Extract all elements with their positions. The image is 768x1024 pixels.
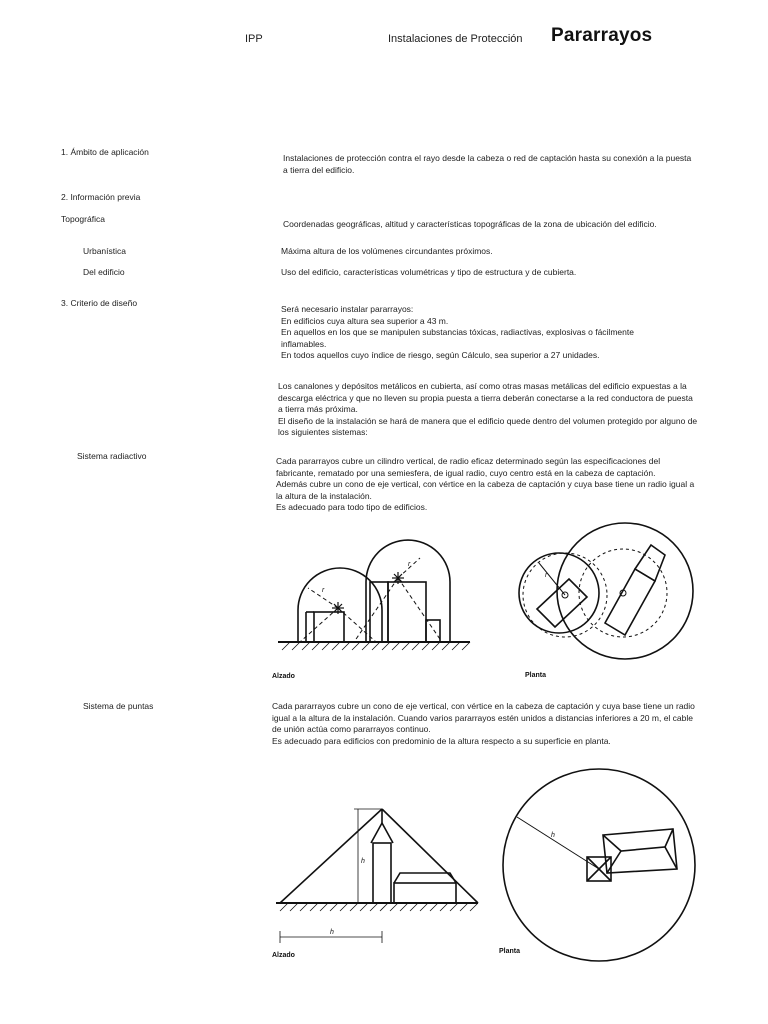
criterio-line-3: En aquellos en los que se manipulen substancias tóxicas, radiactivas, explosivas o fácilmente inflamables. bbox=[281, 327, 634, 349]
text-topografica: Coordenadas geográficas, altitud y características topográficas de la zona de ubicación del edificio. bbox=[283, 219, 657, 229]
label-ambito: 1. Ámbito de aplicación bbox=[61, 147, 149, 157]
figure-puntas-alzado bbox=[270, 795, 480, 960]
label-criterio: 3. Criterio de diseño bbox=[61, 298, 138, 308]
figure-radiactivo-planta bbox=[515, 515, 705, 680]
radius-label-left: r bbox=[322, 587, 325, 594]
figure-puntas-planta bbox=[495, 765, 705, 970]
height-label-alzado: h bbox=[361, 858, 365, 865]
radius-label-planta-2: h bbox=[551, 832, 555, 839]
radius-label-right: r bbox=[408, 561, 411, 568]
label-urbanistica: Urbanística bbox=[83, 246, 126, 256]
header-ipp: IPP bbox=[245, 33, 263, 45]
text-sistema-radiactivo bbox=[276, 456, 696, 514]
criterio-para2-line-2: El diseño de la instalación se hará de manera que el edificio quede dentro del volumen protegido por alguno de los siguientes sistemas: bbox=[278, 415, 698, 437]
text-urbanistica: Máxima altura de los volúmenes circundantes próximos. bbox=[281, 246, 493, 256]
fig-label-planta-2: Planta bbox=[499, 948, 521, 955]
header-section: Instalaciones de Protección bbox=[388, 33, 523, 45]
text-criterio bbox=[281, 304, 681, 362]
puntas-line-2: Es adecuado para edificios con predominio de la altura respecto a su superficie en planta. bbox=[272, 735, 611, 746]
text-del-edificio: Uso del edificio, características volumétricas y tipo de estructura y de cubierta. bbox=[281, 267, 577, 277]
figure-radiactivo-alzado bbox=[270, 520, 480, 680]
label-del-edificio: Del edificio bbox=[83, 267, 125, 277]
label-info-previa: 2. Información previa bbox=[61, 192, 141, 202]
fig-label-planta-1: Planta bbox=[525, 672, 547, 679]
criterio-line-4: En todos aquellos cuyo índice de riesgo, según Cálculo, sea superior a 27 unidades. bbox=[281, 350, 600, 360]
label-sistema-radiactivo: Sistema radiactivo bbox=[77, 451, 147, 461]
fig-label-alzado-2: Alzado bbox=[272, 952, 295, 959]
radius-label-planta: r bbox=[545, 572, 548, 579]
page-title: Pararrayos bbox=[551, 25, 653, 46]
text-criterio-para2 bbox=[278, 381, 698, 439]
label-topografica: Topográfica bbox=[61, 214, 105, 224]
text-sistema-puntas bbox=[272, 701, 702, 747]
radiactivo-line-3: Es adecuado para todo tipo de edificios. bbox=[276, 502, 428, 512]
criterio-para2-line-1: Los canalones y depósitos metálicos en cubierta, así como otras masas metálicas del edificio expuestas a la descarga eléctrica y que no lleven su propia puesta a tierra deberán conectarse a la red conductora de puesta a tierra más próxima. bbox=[278, 381, 693, 414]
fig-label-alzado-1: Alzado bbox=[272, 673, 295, 680]
radiactivo-line-1: Cada pararrayos cubre un cilindro vertical, de radio eficaz determinado según las especificaciones del fabricante, rematado por una semiesfera, de igual radio, cuyo centro está en la cabeza de captación. bbox=[276, 456, 661, 478]
base-label-alzado: h bbox=[330, 929, 334, 936]
puntas-line-1: Cada pararrayos cubre un cono de eje vertical, con vértice en la cabeza de captación y cuya base tiene un radio igual a la altura de la instalación. Cuando varios pararrayos estén unidos a distancias inferiores a 20 m, el cable de unión actúa como pararrayos continuo. bbox=[272, 701, 695, 734]
radiactivo-line-2: Además cubre un cono de eje vertical, con vértice en la cabeza de captación y cuya base tiene un radio igual a la altura de la instalación. bbox=[276, 479, 695, 501]
criterio-line-1: Será necesario instalar pararrayos: bbox=[281, 304, 414, 314]
criterio-line-2: En edificios cuya altura sea superior a 43 m. bbox=[281, 315, 449, 326]
label-sistema-puntas: Sistema de puntas bbox=[83, 701, 154, 711]
text-ambito: Instalaciones de protección contra el rayo desde la cabeza o red de captación hasta su conexión a la puesta a tierra del edificio. bbox=[283, 153, 692, 175]
